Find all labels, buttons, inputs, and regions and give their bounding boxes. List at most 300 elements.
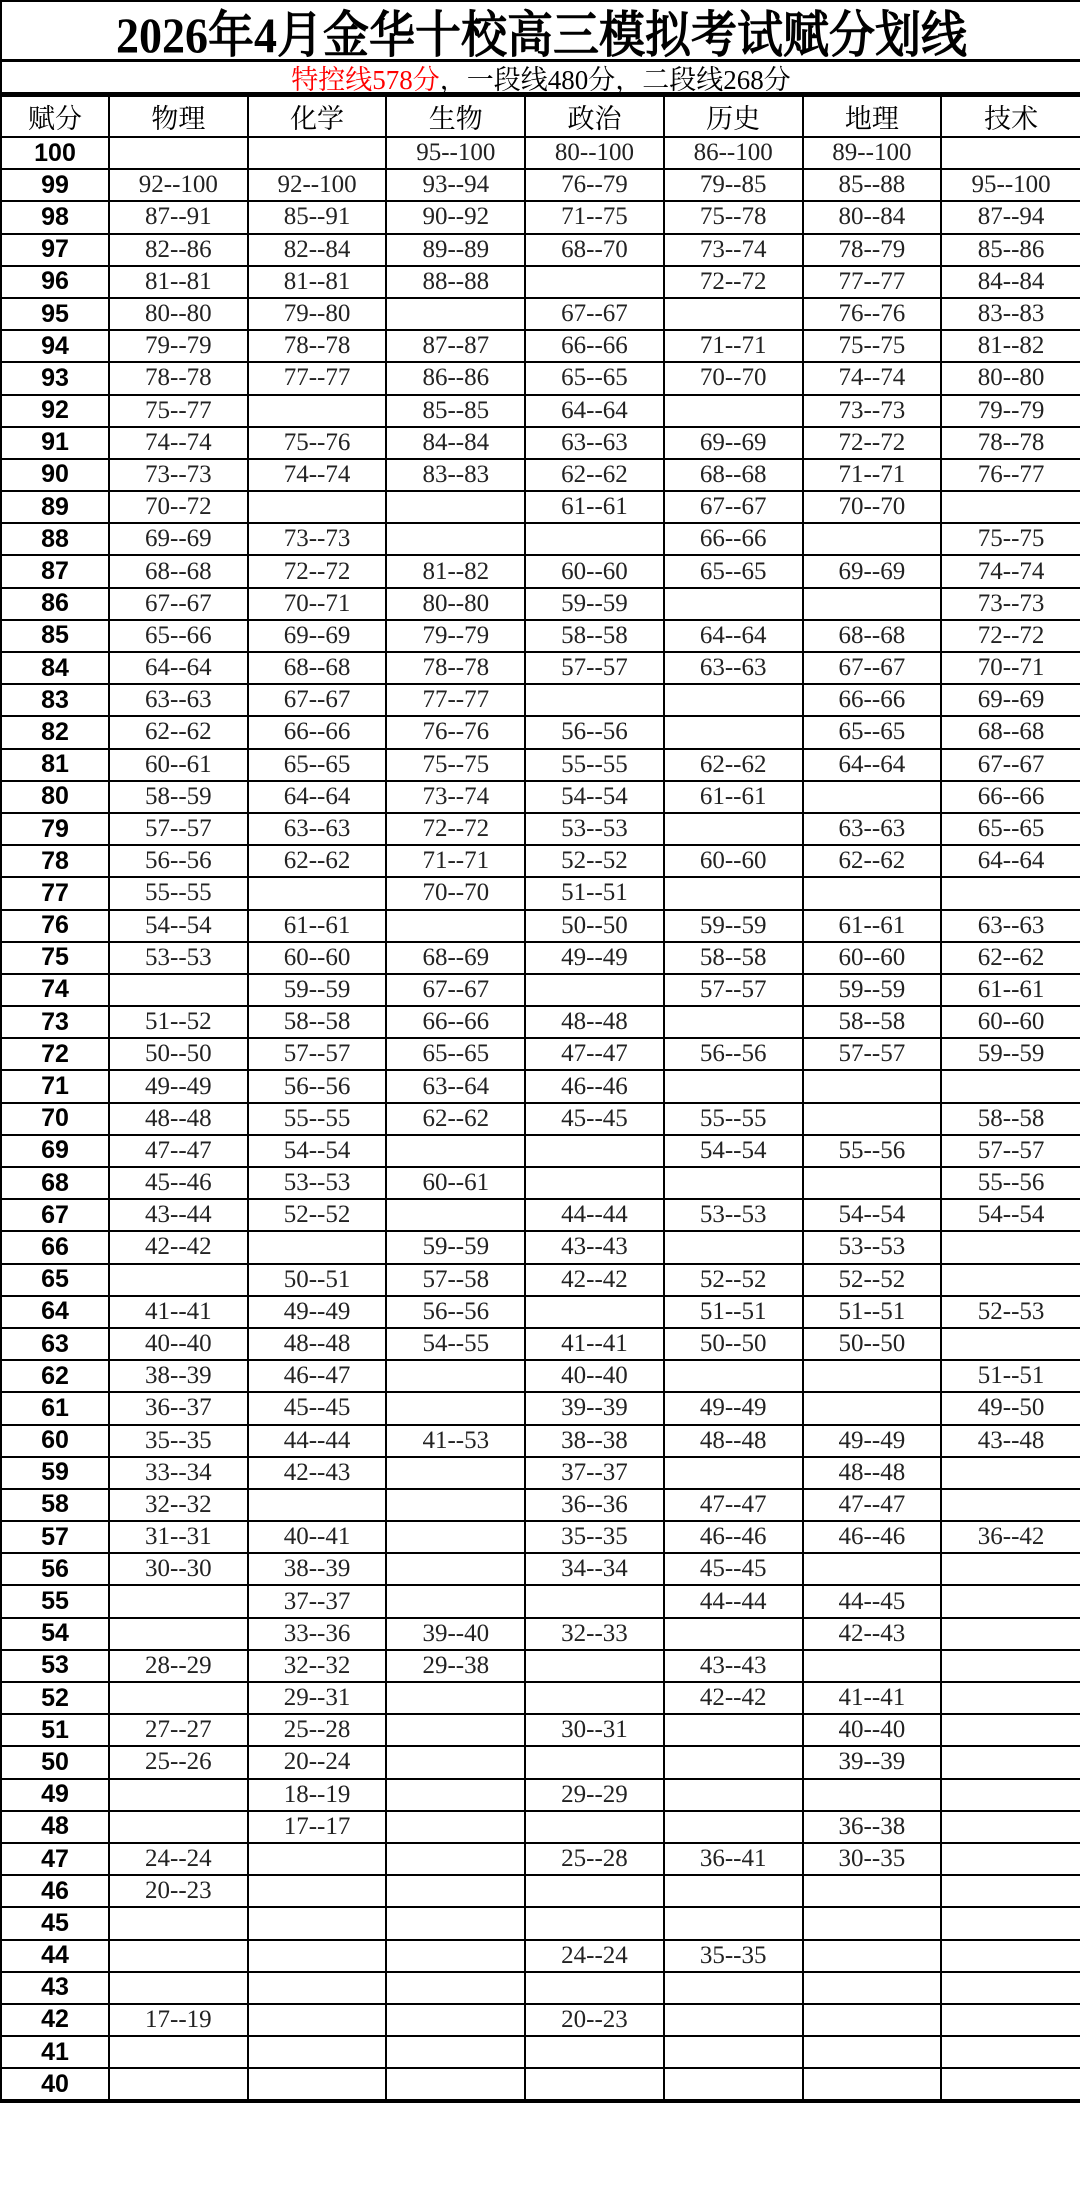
raw-score-range-chemistry: 58--58 bbox=[248, 1006, 387, 1038]
header-history: 历史 bbox=[664, 96, 803, 137]
raw-score-range-politics bbox=[525, 266, 664, 298]
table-row bbox=[2, 1425, 1080, 1457]
raw-score-range-history bbox=[664, 298, 803, 330]
raw-score-range-politics: 76--79 bbox=[525, 169, 664, 201]
raw-score-range-history bbox=[664, 2004, 803, 2036]
raw-score-range-politics: 43--43 bbox=[525, 1231, 664, 1263]
raw-score-range-chemistry: 56--56 bbox=[248, 1070, 387, 1102]
raw-score-range-biology: 65--65 bbox=[386, 1038, 525, 1070]
raw-score-range-chemistry: 17--17 bbox=[248, 1811, 387, 1843]
assigned-score-cell: 45 bbox=[2, 1907, 109, 1939]
assigned-score-cell: 48 bbox=[2, 1811, 109, 1843]
raw-score-range-politics bbox=[525, 1875, 664, 1907]
raw-score-range-geography: 63--63 bbox=[803, 813, 942, 845]
raw-score-range-physics bbox=[109, 1940, 248, 1972]
raw-score-range-politics: 49--49 bbox=[525, 942, 664, 974]
raw-score-range-physics: 30--30 bbox=[109, 1553, 248, 1585]
raw-score-range-politics bbox=[525, 1135, 664, 1167]
raw-score-range-politics bbox=[525, 523, 664, 555]
raw-score-range-geography: 68--68 bbox=[803, 620, 942, 652]
raw-score-range-politics: 58--58 bbox=[525, 620, 664, 652]
raw-score-range-chemistry: 81--81 bbox=[248, 266, 387, 298]
raw-score-range-geography: 39--39 bbox=[803, 1746, 942, 1778]
raw-score-range-politics: 54--54 bbox=[525, 781, 664, 813]
raw-score-range-chemistry bbox=[248, 1940, 387, 1972]
raw-score-range-technology: 63--63 bbox=[941, 910, 1080, 942]
raw-score-range-chemistry: 73--73 bbox=[248, 523, 387, 555]
raw-score-range-politics: 63--63 bbox=[525, 427, 664, 459]
raw-score-range-history: 75--78 bbox=[664, 201, 803, 233]
raw-score-range-technology: 59--59 bbox=[941, 1038, 1080, 1070]
table-row bbox=[2, 652, 1080, 684]
raw-score-range-physics: 28--29 bbox=[109, 1650, 248, 1682]
raw-score-range-geography: 53--53 bbox=[803, 1231, 942, 1263]
raw-score-range-politics bbox=[525, 1972, 664, 2004]
raw-score-range-physics: 41--41 bbox=[109, 1296, 248, 1328]
raw-score-range-physics: 31--31 bbox=[109, 1521, 248, 1553]
raw-score-range-physics: 48--48 bbox=[109, 1103, 248, 1135]
raw-score-range-biology: 88--88 bbox=[386, 266, 525, 298]
raw-score-range-biology: 79--79 bbox=[386, 620, 525, 652]
raw-score-range-physics: 56--56 bbox=[109, 845, 248, 877]
assigned-score-cell: 49 bbox=[2, 1779, 109, 1811]
raw-score-range-history: 71--71 bbox=[664, 330, 803, 362]
assigned-score-cell: 82 bbox=[2, 716, 109, 748]
raw-score-range-technology bbox=[941, 1972, 1080, 2004]
table-row bbox=[2, 201, 1080, 233]
raw-score-range-politics: 38--38 bbox=[525, 1425, 664, 1457]
raw-score-range-geography bbox=[803, 1907, 942, 1939]
header-physics: 物理 bbox=[109, 96, 248, 137]
raw-score-range-geography bbox=[803, 1779, 942, 1811]
raw-score-range-biology bbox=[386, 1392, 525, 1424]
table-row bbox=[2, 1231, 1080, 1263]
raw-score-range-physics: 62--62 bbox=[109, 716, 248, 748]
raw-score-range-history: 56--56 bbox=[664, 1038, 803, 1070]
raw-score-range-geography: 78--79 bbox=[803, 234, 942, 266]
table-row bbox=[2, 716, 1080, 748]
raw-score-range-technology: 43--48 bbox=[941, 1425, 1080, 1457]
raw-score-range-politics: 25--28 bbox=[525, 1843, 664, 1875]
raw-score-range-geography bbox=[803, 1103, 942, 1135]
raw-score-range-politics: 34--34 bbox=[525, 1553, 664, 1585]
raw-score-range-technology: 83--83 bbox=[941, 298, 1080, 330]
raw-score-range-chemistry: 20--24 bbox=[248, 1746, 387, 1778]
raw-score-range-chemistry bbox=[248, 395, 387, 427]
raw-score-range-geography: 62--62 bbox=[803, 845, 942, 877]
raw-score-range-technology bbox=[941, 1457, 1080, 1489]
raw-score-range-politics bbox=[525, 2068, 664, 2100]
raw-score-range-technology: 62--62 bbox=[941, 942, 1080, 974]
raw-score-range-biology: 63--64 bbox=[386, 1070, 525, 1102]
assigned-score-cell: 56 bbox=[2, 1553, 109, 1585]
raw-score-range-geography: 65--65 bbox=[803, 716, 942, 748]
raw-score-range-geography: 42--43 bbox=[803, 1618, 942, 1650]
assigned-score-cell: 43 bbox=[2, 1972, 109, 2004]
assigned-score-cell: 52 bbox=[2, 1682, 109, 1714]
raw-score-range-politics: 46--46 bbox=[525, 1070, 664, 1102]
raw-score-range-physics bbox=[109, 2068, 248, 2100]
raw-score-range-geography: 52--52 bbox=[803, 1264, 942, 1296]
raw-score-range-chemistry: 69--69 bbox=[248, 620, 387, 652]
raw-score-range-physics: 35--35 bbox=[109, 1425, 248, 1457]
raw-score-range-history bbox=[664, 1231, 803, 1263]
raw-score-range-biology: 90--92 bbox=[386, 201, 525, 233]
assigned-score-cell: 62 bbox=[2, 1360, 109, 1392]
raw-score-range-chemistry: 67--67 bbox=[248, 684, 387, 716]
raw-score-range-geography: 64--64 bbox=[803, 749, 942, 781]
table-row bbox=[2, 1714, 1080, 1746]
raw-score-range-geography: 74--74 bbox=[803, 362, 942, 394]
raw-score-range-biology: 80--80 bbox=[386, 588, 525, 620]
raw-score-range-geography: 41--41 bbox=[803, 1682, 942, 1714]
raw-score-range-physics bbox=[109, 1585, 248, 1617]
assigned-score-cell: 47 bbox=[2, 1843, 109, 1875]
raw-score-range-biology: 67--67 bbox=[386, 974, 525, 1006]
raw-score-range-technology bbox=[941, 137, 1080, 169]
raw-score-range-technology bbox=[941, 1231, 1080, 1263]
raw-score-range-physics: 53--53 bbox=[109, 942, 248, 974]
raw-score-range-technology: 60--60 bbox=[941, 1006, 1080, 1038]
raw-score-range-biology bbox=[386, 1746, 525, 1778]
raw-score-range-history: 46--46 bbox=[664, 1521, 803, 1553]
table-row bbox=[2, 1843, 1080, 1875]
raw-score-range-technology: 73--73 bbox=[941, 588, 1080, 620]
raw-score-range-biology: 87--87 bbox=[386, 330, 525, 362]
raw-score-range-politics bbox=[525, 2036, 664, 2068]
assigned-score-cell: 41 bbox=[2, 2036, 109, 2068]
raw-score-range-geography: 51--51 bbox=[803, 1296, 942, 1328]
table-row bbox=[2, 845, 1080, 877]
raw-score-range-biology bbox=[386, 2068, 525, 2100]
raw-score-range-geography bbox=[803, 1167, 942, 1199]
table-row bbox=[2, 1135, 1080, 1167]
raw-score-range-geography: 57--57 bbox=[803, 1038, 942, 1070]
raw-score-range-physics: 60--61 bbox=[109, 749, 248, 781]
raw-score-range-history: 86--100 bbox=[664, 137, 803, 169]
raw-score-range-biology bbox=[386, 491, 525, 523]
raw-score-range-technology: 81--82 bbox=[941, 330, 1080, 362]
table-row bbox=[2, 749, 1080, 781]
raw-score-range-biology: 57--58 bbox=[386, 1264, 525, 1296]
raw-score-range-geography: 72--72 bbox=[803, 427, 942, 459]
raw-score-range-chemistry bbox=[248, 2068, 387, 2100]
raw-score-range-biology: 56--56 bbox=[386, 1296, 525, 1328]
raw-score-range-chemistry: 68--68 bbox=[248, 652, 387, 684]
raw-score-range-technology bbox=[941, 1843, 1080, 1875]
table-row bbox=[2, 298, 1080, 330]
raw-score-range-technology: 52--53 bbox=[941, 1296, 1080, 1328]
raw-score-range-politics: 24--24 bbox=[525, 1940, 664, 1972]
raw-score-range-biology: 70--70 bbox=[386, 877, 525, 909]
table-row bbox=[2, 684, 1080, 716]
assigned-score-cell: 61 bbox=[2, 1392, 109, 1424]
assigned-score-cell: 70 bbox=[2, 1103, 109, 1135]
assigned-score-cell: 76 bbox=[2, 910, 109, 942]
table-row bbox=[2, 395, 1080, 427]
raw-score-range-physics: 33--34 bbox=[109, 1457, 248, 1489]
table-row bbox=[2, 523, 1080, 555]
assigned-score-cell: 87 bbox=[2, 555, 109, 587]
raw-score-range-history bbox=[664, 1167, 803, 1199]
raw-score-range-politics bbox=[525, 1296, 664, 1328]
raw-score-range-physics: 40--40 bbox=[109, 1328, 248, 1360]
raw-score-range-chemistry: 49--49 bbox=[248, 1296, 387, 1328]
raw-score-range-history: 73--74 bbox=[664, 234, 803, 266]
raw-score-range-politics: 50--50 bbox=[525, 910, 664, 942]
raw-score-range-history: 68--68 bbox=[664, 459, 803, 491]
raw-score-range-technology bbox=[941, 1264, 1080, 1296]
raw-score-range-politics: 39--39 bbox=[525, 1392, 664, 1424]
table-row bbox=[2, 1457, 1080, 1489]
raw-score-range-history bbox=[664, 2036, 803, 2068]
raw-score-range-technology bbox=[941, 1553, 1080, 1585]
assigned-score-cell: 74 bbox=[2, 974, 109, 1006]
assigned-score-cell: 42 bbox=[2, 2004, 109, 2036]
header-chemistry: 化学 bbox=[248, 96, 387, 137]
raw-score-range-history bbox=[664, 684, 803, 716]
raw-score-range-technology bbox=[941, 1875, 1080, 1907]
raw-score-range-geography: 46--46 bbox=[803, 1521, 942, 1553]
raw-score-range-physics: 42--42 bbox=[109, 1231, 248, 1263]
raw-score-range-chemistry bbox=[248, 1907, 387, 1939]
table-row bbox=[2, 2068, 1080, 2100]
raw-score-range-geography bbox=[803, 1972, 942, 2004]
raw-score-range-geography: 54--54 bbox=[803, 1199, 942, 1231]
table-row bbox=[2, 1103, 1080, 1135]
table-row bbox=[2, 266, 1080, 298]
assigned-score-cell: 88 bbox=[2, 523, 109, 555]
raw-score-range-biology bbox=[386, 1875, 525, 1907]
raw-score-range-politics: 45--45 bbox=[525, 1103, 664, 1135]
raw-score-range-politics: 35--35 bbox=[525, 1521, 664, 1553]
score-table bbox=[2, 95, 1080, 2101]
assigned-score-cell: 96 bbox=[2, 266, 109, 298]
raw-score-range-politics: 48--48 bbox=[525, 1006, 664, 1038]
table-row bbox=[2, 2004, 1080, 2036]
raw-score-range-politics: 62--62 bbox=[525, 459, 664, 491]
raw-score-range-physics bbox=[109, 974, 248, 1006]
raw-score-range-chemistry: 52--52 bbox=[248, 1199, 387, 1231]
raw-score-range-biology bbox=[386, 1360, 525, 1392]
raw-score-range-technology bbox=[941, 877, 1080, 909]
raw-score-range-history: 61--61 bbox=[664, 781, 803, 813]
cutoff-lines-subtitle bbox=[2, 62, 1080, 95]
raw-score-range-physics bbox=[109, 1682, 248, 1714]
raw-score-range-geography: 60--60 bbox=[803, 942, 942, 974]
raw-score-range-politics: 59--59 bbox=[525, 588, 664, 620]
table-row bbox=[2, 1779, 1080, 1811]
header-score: 赋分 bbox=[2, 96, 109, 137]
assigned-score-cell: 81 bbox=[2, 749, 109, 781]
raw-score-range-history bbox=[664, 1811, 803, 1843]
assigned-score-cell: 40 bbox=[2, 2068, 109, 2100]
raw-score-range-history: 42--42 bbox=[664, 1682, 803, 1714]
raw-score-range-politics: 68--70 bbox=[525, 234, 664, 266]
raw-score-range-biology bbox=[386, 1199, 525, 1231]
table-row bbox=[2, 588, 1080, 620]
raw-score-range-technology: 49--50 bbox=[941, 1392, 1080, 1424]
raw-score-range-history: 35--35 bbox=[664, 1940, 803, 1972]
raw-score-range-history bbox=[664, 1907, 803, 1939]
raw-score-range-history: 43--43 bbox=[664, 1650, 803, 1682]
table-row bbox=[2, 1682, 1080, 1714]
raw-score-range-chemistry: 85--91 bbox=[248, 201, 387, 233]
raw-score-range-chemistry bbox=[248, 1972, 387, 2004]
raw-score-range-biology: 81--82 bbox=[386, 555, 525, 587]
raw-score-range-chemistry: 42--43 bbox=[248, 1457, 387, 1489]
raw-score-range-chemistry bbox=[248, 1489, 387, 1521]
raw-score-range-geography: 66--66 bbox=[803, 684, 942, 716]
raw-score-range-biology bbox=[386, 910, 525, 942]
raw-score-range-geography bbox=[803, 2036, 942, 2068]
raw-score-range-history: 45--45 bbox=[664, 1553, 803, 1585]
raw-score-range-chemistry: 38--39 bbox=[248, 1553, 387, 1585]
raw-score-range-technology: 75--75 bbox=[941, 523, 1080, 555]
raw-score-range-politics: 71--75 bbox=[525, 201, 664, 233]
raw-score-range-politics: 64--64 bbox=[525, 395, 664, 427]
raw-score-range-history bbox=[664, 716, 803, 748]
raw-score-range-chemistry: 50--51 bbox=[248, 1264, 387, 1296]
table-row bbox=[2, 1585, 1080, 1617]
raw-score-range-technology: 72--72 bbox=[941, 620, 1080, 652]
raw-score-range-physics: 50--50 bbox=[109, 1038, 248, 1070]
raw-score-range-biology: 86--86 bbox=[386, 362, 525, 394]
raw-score-range-history bbox=[664, 2068, 803, 2100]
table-row bbox=[2, 1199, 1080, 1231]
sheet-title bbox=[2, 2, 1080, 62]
raw-score-range-politics: 20--23 bbox=[525, 2004, 664, 2036]
raw-score-range-chemistry: 61--61 bbox=[248, 910, 387, 942]
raw-score-range-chemistry: 82--84 bbox=[248, 234, 387, 266]
raw-score-range-chemistry: 18--19 bbox=[248, 1779, 387, 1811]
raw-score-range-history: 60--60 bbox=[664, 845, 803, 877]
raw-score-range-chemistry: 63--63 bbox=[248, 813, 387, 845]
raw-score-range-geography: 61--61 bbox=[803, 910, 942, 942]
raw-score-range-technology bbox=[941, 1650, 1080, 1682]
raw-score-range-history: 67--67 bbox=[664, 491, 803, 523]
raw-score-range-technology bbox=[941, 1779, 1080, 1811]
raw-score-range-politics bbox=[525, 1682, 664, 1714]
raw-score-range-biology bbox=[386, 1843, 525, 1875]
table-row bbox=[2, 942, 1080, 974]
raw-score-range-technology bbox=[941, 491, 1080, 523]
raw-score-range-chemistry: 65--65 bbox=[248, 749, 387, 781]
raw-score-range-chemistry: 46--47 bbox=[248, 1360, 387, 1392]
raw-score-range-history bbox=[664, 877, 803, 909]
raw-score-range-technology bbox=[941, 2068, 1080, 2100]
assigned-score-cell: 46 bbox=[2, 1875, 109, 1907]
raw-score-range-biology bbox=[386, 523, 525, 555]
raw-score-range-physics: 87--91 bbox=[109, 201, 248, 233]
raw-score-range-biology: 60--61 bbox=[386, 1167, 525, 1199]
raw-score-range-geography bbox=[803, 1650, 942, 1682]
raw-score-range-technology: 87--94 bbox=[941, 201, 1080, 233]
raw-score-range-physics: 45--46 bbox=[109, 1167, 248, 1199]
raw-score-range-physics: 38--39 bbox=[109, 1360, 248, 1392]
raw-score-range-biology bbox=[386, 1940, 525, 1972]
table-row bbox=[2, 1875, 1080, 1907]
table-row bbox=[2, 362, 1080, 394]
raw-score-range-geography bbox=[803, 1875, 942, 1907]
assigned-score-cell: 72 bbox=[2, 1038, 109, 1070]
table-row bbox=[2, 1650, 1080, 1682]
raw-score-range-geography: 69--69 bbox=[803, 555, 942, 587]
raw-score-range-chemistry: 60--60 bbox=[248, 942, 387, 974]
raw-score-range-biology bbox=[386, 1489, 525, 1521]
raw-score-range-chemistry: 70--71 bbox=[248, 588, 387, 620]
table-row bbox=[2, 1811, 1080, 1843]
raw-score-range-chemistry: 29--31 bbox=[248, 1682, 387, 1714]
table-body bbox=[2, 137, 1080, 2100]
assigned-score-cell: 98 bbox=[2, 201, 109, 233]
raw-score-range-chemistry: 54--54 bbox=[248, 1135, 387, 1167]
raw-score-range-technology bbox=[941, 1585, 1080, 1617]
assigned-score-cell: 64 bbox=[2, 1296, 109, 1328]
assigned-score-cell: 94 bbox=[2, 330, 109, 362]
raw-score-range-history: 66--66 bbox=[664, 523, 803, 555]
raw-score-range-physics bbox=[109, 1618, 248, 1650]
assigned-score-cell: 44 bbox=[2, 1940, 109, 1972]
table-row bbox=[2, 1264, 1080, 1296]
raw-score-range-politics: 80--100 bbox=[525, 137, 664, 169]
raw-score-range-biology: 77--77 bbox=[386, 684, 525, 716]
assigned-score-cell: 67 bbox=[2, 1199, 109, 1231]
table-row bbox=[2, 813, 1080, 845]
assigned-score-cell: 73 bbox=[2, 1006, 109, 1038]
raw-score-range-biology bbox=[386, 1714, 525, 1746]
table-row bbox=[2, 1489, 1080, 1521]
raw-score-range-politics: 51--51 bbox=[525, 877, 664, 909]
raw-score-range-history bbox=[664, 1972, 803, 2004]
raw-score-range-history: 47--47 bbox=[664, 1489, 803, 1521]
raw-score-range-politics bbox=[525, 1585, 664, 1617]
raw-score-range-physics: 82--86 bbox=[109, 234, 248, 266]
assigned-score-cell: 54 bbox=[2, 1618, 109, 1650]
raw-score-range-physics: 80--80 bbox=[109, 298, 248, 330]
raw-score-range-politics: 47--47 bbox=[525, 1038, 664, 1070]
assigned-score-cell: 66 bbox=[2, 1231, 109, 1263]
raw-score-range-physics: 54--54 bbox=[109, 910, 248, 942]
assigned-score-cell: 78 bbox=[2, 845, 109, 877]
raw-score-range-technology: 74--74 bbox=[941, 555, 1080, 587]
raw-score-range-physics: 81--81 bbox=[109, 266, 248, 298]
assigned-score-cell: 77 bbox=[2, 877, 109, 909]
raw-score-range-biology: 41--53 bbox=[386, 1425, 525, 1457]
raw-score-range-history: 69--69 bbox=[664, 427, 803, 459]
assigned-score-cell: 68 bbox=[2, 1167, 109, 1199]
raw-score-range-chemistry: 32--32 bbox=[248, 1650, 387, 1682]
header-geography: 地理 bbox=[803, 96, 942, 137]
raw-score-range-biology: 73--74 bbox=[386, 781, 525, 813]
raw-score-range-history: 63--63 bbox=[664, 652, 803, 684]
raw-score-range-history: 44--44 bbox=[664, 1585, 803, 1617]
raw-score-range-history bbox=[664, 1618, 803, 1650]
table-row bbox=[2, 1907, 1080, 1939]
raw-score-range-geography bbox=[803, 781, 942, 813]
raw-score-range-technology: 54--54 bbox=[941, 1199, 1080, 1231]
raw-score-range-physics: 79--79 bbox=[109, 330, 248, 362]
raw-score-range-history: 65--65 bbox=[664, 555, 803, 587]
raw-score-range-biology: 89--89 bbox=[386, 234, 525, 266]
raw-score-range-biology: 76--76 bbox=[386, 716, 525, 748]
raw-score-range-physics: 25--26 bbox=[109, 1746, 248, 1778]
raw-score-range-biology: 62--62 bbox=[386, 1103, 525, 1135]
raw-score-range-chemistry bbox=[248, 877, 387, 909]
header-biology: 生物 bbox=[386, 96, 525, 137]
raw-score-range-physics: 27--27 bbox=[109, 1714, 248, 1746]
raw-score-range-technology: 85--86 bbox=[941, 234, 1080, 266]
